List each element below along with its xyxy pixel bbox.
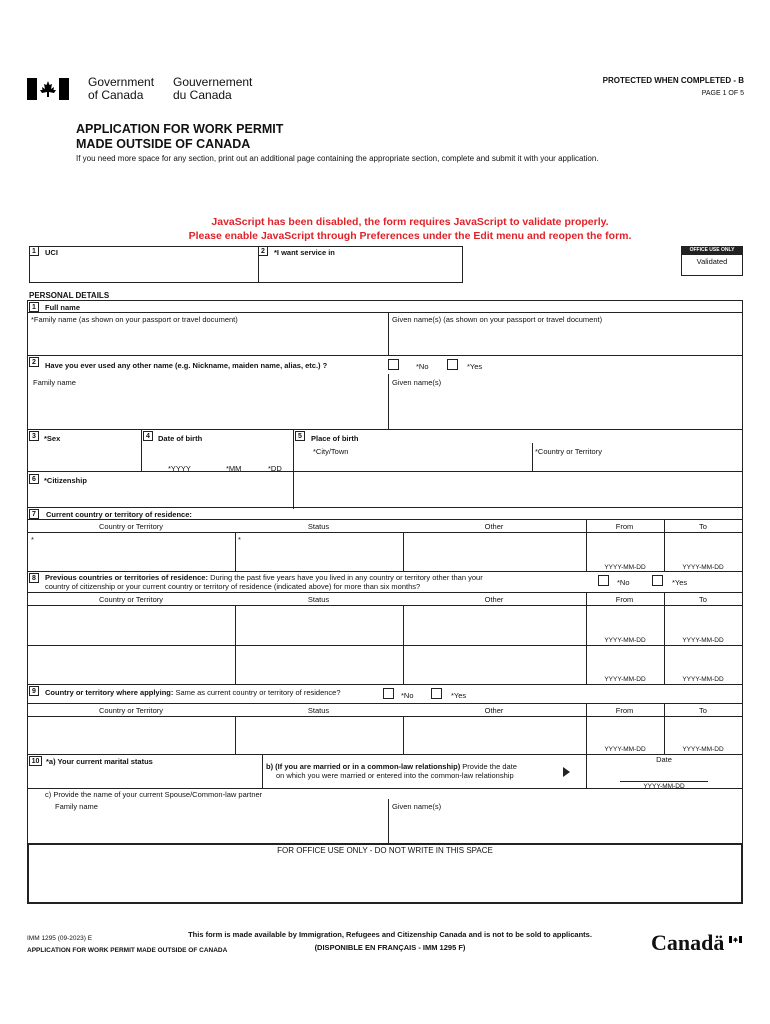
wordmark-flag-icon	[729, 930, 742, 937]
full-name-number: 1	[29, 302, 39, 312]
pob-label: Place of birth	[311, 434, 359, 443]
form-id: IMM 1295 (09-2023) E	[27, 935, 93, 942]
current-res-country-input[interactable]	[28, 533, 234, 571]
q2-number: 2	[258, 246, 268, 256]
spouse-given-input[interactable]	[389, 812, 742, 843]
pob-city-input[interactable]	[294, 443, 532, 471]
gov-fr-line1: Gouvernement	[173, 75, 253, 89]
footer-french: (DISPONIBLE EN FRANÇAIS - IMM 1295 F)	[314, 943, 466, 952]
other-given-name-label: Given name(s)	[392, 378, 442, 387]
applying-from-format: YYYY-MM-DD	[604, 746, 646, 753]
current-res-to-format: YYYY-MM-DD	[682, 564, 724, 571]
spouse-name-label: c) Provide the name of your current Spouse/Common-law partner	[45, 790, 263, 799]
current-res-from-format: YYYY-MM-DD	[604, 564, 646, 571]
applying-to-format: YYYY-MM-DD	[682, 746, 724, 753]
uci-label: UCI	[45, 248, 58, 257]
dob-number: 4	[143, 431, 153, 441]
other-name-number: 2	[29, 357, 39, 367]
prev-res-no-label: *No	[617, 578, 630, 587]
footer-notice: This form is made available by Immigration, Refugees and Citizenship Canada and is not to be sold to applicants.	[188, 930, 592, 939]
citizenship-number: 6	[29, 474, 39, 484]
prev-res-text1: During the past five years have you lived in any country or territory other than your	[210, 573, 483, 582]
current-res-col-other: Other	[484, 522, 504, 531]
pob-country-label: *Country or Territory	[535, 447, 602, 456]
page-number: PAGE 1 OF 5	[701, 90, 744, 97]
applying-col-country: Country or Territory	[98, 706, 164, 715]
prev-res-col-country: Country or Territory	[98, 595, 164, 604]
family-name-label: *Family name (as shown on your passport or travel document)	[31, 315, 238, 324]
prev-res-col-to: To	[699, 595, 707, 604]
current-res-col-from: From	[615, 522, 634, 531]
other-name-no-checkbox[interactable]	[388, 359, 399, 370]
prev-res-from-format-1: YYYY-MM-DD	[604, 637, 646, 644]
current-res-status-input[interactable]	[236, 533, 402, 571]
applying-yes-label: *Yes	[451, 691, 467, 700]
pob-number: 5	[295, 431, 305, 441]
applying-label: Country or territory where applying:	[45, 688, 174, 697]
gov-en-line1: Government	[88, 75, 155, 89]
other-family-name-label: Family name	[33, 378, 76, 387]
given-name-label: Given name(s) (as shown on your passport or travel document)	[392, 315, 603, 324]
applying-no-label: *No	[401, 691, 414, 700]
marital-status-label: *a) Your current marital status	[46, 757, 153, 766]
applying-col-status: Status	[307, 706, 330, 715]
dob-yyyy: *YYYY	[168, 464, 191, 473]
play-arrow-icon	[563, 767, 570, 777]
spouse-given-name-label: Given name(s)	[392, 802, 442, 811]
pob-city-label: *City/Town	[313, 447, 349, 456]
form-title-line1: APPLICATION FOR WORK PERMIT	[76, 122, 284, 136]
applying-number: 9	[29, 686, 39, 696]
prev-res-row1[interactable]	[28, 606, 585, 644]
js-warning-line2: Please enable JavaScript through Preferences under the Edit menu and reopen the form.	[188, 230, 632, 242]
citizenship-label: *Citizenship	[44, 476, 87, 485]
personal-details-heading: PERSONAL DETAILS	[29, 291, 110, 300]
protected-label: PROTECTED WHEN COMPLETED - B	[602, 76, 744, 85]
marital-date-question	[266, 762, 517, 771]
form-title-line2: MADE OUTSIDE OF CANADA	[76, 137, 251, 151]
validated-label: Validated	[696, 257, 728, 266]
marital-date-bold: b) (If you are married or in a common-law relationship)	[266, 762, 461, 771]
uci-field[interactable]	[29, 246, 259, 283]
prev-res-question	[45, 573, 483, 582]
prev-res-col-status: Status	[307, 595, 330, 604]
other-name-no-label: *No	[416, 362, 429, 371]
marital-date-rest: Provide the date	[462, 762, 517, 771]
spouse-family-name-label: Family name	[55, 802, 98, 811]
canada-flag-icon	[27, 78, 69, 100]
service-label: *I want service in	[274, 248, 335, 257]
prev-res-to-format-2: YYYY-MM-DD	[682, 676, 724, 683]
other-name-yes-checkbox[interactable]	[447, 359, 458, 370]
applying-col-other: Other	[484, 706, 504, 715]
current-res-status-star: *	[238, 535, 241, 544]
dob-label: Date of birth	[158, 434, 203, 443]
citizenship-select[interactable]	[28, 486, 292, 507]
full-name-label: Full name	[45, 303, 81, 312]
js-warning-line1: JavaScript has been disabled, the form requires JavaScript to validate properly.	[211, 216, 609, 228]
marital-date-input[interactable]	[620, 765, 708, 782]
q1-number: 1	[29, 246, 39, 256]
gov-fr-line2: du Canada	[173, 88, 232, 102]
other-name-yes-label: *Yes	[467, 362, 483, 371]
pob-country-input[interactable]	[533, 443, 742, 471]
marital-number: 10	[29, 756, 42, 766]
applying-yes-checkbox[interactable]	[431, 688, 442, 699]
prev-res-from-format-2: YYYY-MM-DD	[604, 676, 646, 683]
applying-no-checkbox[interactable]	[383, 688, 394, 699]
footer-form-title: APPLICATION FOR WORK PERMIT MADE OUTSIDE OF CANADA	[27, 947, 228, 954]
marital-date-line2: on which you were married or entered into the common-law relationship	[276, 771, 514, 780]
office-use-label: OFFICE USE ONLY	[681, 246, 743, 255]
current-res-col-country: Country or Territory	[98, 522, 164, 531]
applying-col-from: From	[615, 706, 634, 715]
instructions: If you need more space for any section, print out an additional page containing the appropriate section, complete and submit it with your application.	[76, 154, 599, 163]
dob-mm: *MM	[226, 464, 242, 473]
prev-res-col-other: Other	[484, 595, 504, 604]
prev-res-no-checkbox[interactable]	[598, 575, 609, 586]
spouse-family-input[interactable]	[28, 812, 387, 843]
applying-question	[45, 688, 341, 697]
sex-label: *Sex	[44, 434, 61, 443]
current-res-country-star: *	[31, 535, 34, 544]
prev-res-number: 8	[29, 573, 39, 583]
prev-res-text2: country of citizenship or your current country or territory of residence (indicated above) for more than six months?	[45, 582, 421, 591]
prev-res-to-format-1: YYYY-MM-DD	[682, 637, 724, 644]
applying-col-to: To	[699, 706, 707, 715]
marital-date-format: YYYY-MM-DD	[643, 783, 685, 790]
prev-res-col-from: From	[615, 595, 634, 604]
canada-wordmark: Canadä	[651, 930, 725, 955]
current-res-col-to: To	[699, 522, 707, 531]
dob-dd: *DD	[268, 464, 282, 473]
current-res-number: 7	[29, 509, 39, 519]
prev-res-row2[interactable]	[28, 646, 585, 684]
current-res-col-status: Status	[307, 522, 330, 531]
dob-input[interactable]	[142, 443, 292, 461]
sex-number: 3	[29, 431, 39, 441]
prev-res-yes-label: *Yes	[672, 578, 688, 587]
applying-row[interactable]	[28, 717, 585, 754]
sex-select[interactable]	[28, 443, 140, 471]
applying-text: Same as current country or territory of residence?	[175, 688, 341, 697]
gov-en-line2: of Canada	[88, 88, 144, 102]
prev-res-label: Previous countries or territories of residence:	[45, 573, 208, 582]
prev-res-yes-checkbox[interactable]	[652, 575, 663, 586]
other-name-question: Have you ever used any other name (e.g. Nickname, maiden name, alias, etc.) ?	[45, 361, 328, 370]
current-res-other-input[interactable]	[404, 533, 585, 571]
current-res-label: Current country or territory of residence:	[46, 510, 192, 519]
marital-status-select[interactable]	[28, 767, 261, 787]
office-use-space-label: FOR OFFICE USE ONLY - DO NOT WRITE IN THIS SPACE	[277, 846, 493, 855]
marital-date-label: Date	[656, 755, 672, 764]
